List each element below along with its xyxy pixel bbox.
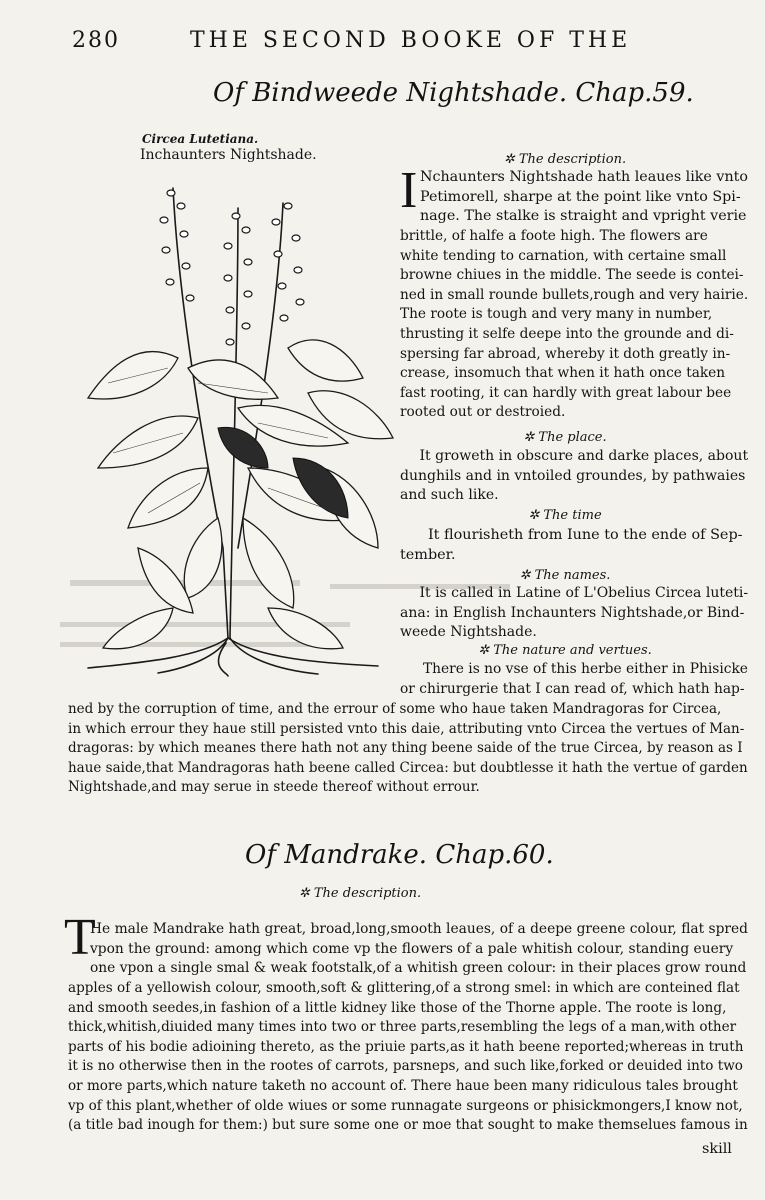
text-line: spersing far abroad, whereby it doth greatly in- — [400, 345, 731, 362]
fleuron-icon: ✲ — [298, 886, 314, 901]
text-line: (a title bad inough for them:) but sure some one or moe that sought to make themselues famous in — [68, 1117, 748, 1134]
text-line: fast rooting, it can hardly with great labour bee — [400, 384, 732, 401]
text-line: nage. The stalke is straight and vpright verie — [420, 208, 747, 225]
text-line: in which errour they haue still persisted vnto this daie, attributing vnto Circea the vertues of Man- — [68, 720, 745, 737]
text-line: parts of his bodie adioining thereto, as the priuie parts,as it hath beene reported;whereas in truth — [68, 1038, 744, 1055]
text-line: one vpon a single smal & weak footstalk,of a whitish green colour: in their places grow round — [90, 960, 747, 977]
ch59-names-head-text: The names. — [534, 568, 611, 583]
ch59-nature-head-text: The nature and vertues. — [493, 643, 652, 658]
ch59-time-text — [400, 526, 743, 565]
plant-woodcut-illustration — [78, 168, 400, 678]
ch59-time-head — [400, 508, 730, 523]
figure-label-english: Inchaunters Nightshade. — [140, 147, 317, 163]
ch59-description-head — [400, 152, 730, 167]
ch60-description-head-text: The description. — [313, 886, 422, 901]
ch59-nature-head — [400, 643, 730, 658]
chapter-59-title: Of Bindweede Nightshade. Chap.59. — [213, 78, 694, 108]
text-line: It groweth in obscure and darke places, about — [419, 448, 749, 464]
ch60-drop-cap: T — [64, 909, 96, 966]
text-line: Petimorell, sharpe at the point like vnto Spi- — [420, 188, 741, 205]
ch59-description-head-text: The description. — [518, 152, 627, 167]
fleuron-icon: ✲ — [523, 430, 539, 445]
figure-label-latin: Circea Lutetiana. — [142, 132, 259, 146]
text-line: thick,whitish,diuided many times into two or three parts,resembling the legs of a man,with other — [68, 1019, 737, 1036]
text-line: He male Mandrake hath great, broad,long,smooth leaues, of a deepe greene colour, flat spred — [90, 921, 749, 937]
ch60-description-head — [240, 886, 480, 901]
text-line: ana: in English Inchaunters Nightshade,or Bind- — [400, 604, 745, 621]
text-line: vp of this plant,whether of olde wiues or some runnagate surgeons or phisickmongers,I know not, — [68, 1097, 743, 1114]
text-line: It is called in Latine of L'Obelius Circea luteti- — [419, 585, 749, 601]
ch59-description-text — [420, 168, 751, 227]
text-line: ned by the corruption of time, and the errour of some who haue taken Mandragoras for Circea, — [68, 701, 722, 717]
text-line: haue saide,that Mandragoras hath beene called Circea: but doubtlesse it hath the vertue of garden — [68, 759, 748, 776]
text-line: dragoras: by which meanes there hath not any thing beene saide of the true Circea, by reason as I — [68, 740, 743, 757]
ch59-nature-text-full — [68, 700, 765, 798]
ch59-names-head — [400, 568, 730, 583]
text-line: vpon the ground: among which come vp the flowers of a pale whitish colour, standing euery — [90, 940, 734, 957]
text-line: ned in small rounde bullets,rough and very hairie. — [400, 286, 749, 303]
chapter-60-title: Of Mandrake. Chap.60. — [245, 840, 554, 870]
ch59-place-text — [400, 447, 757, 506]
text-line: and such like. — [400, 487, 499, 504]
text-line: white tending to carnation, with certaine small — [400, 247, 727, 264]
ch60-description-text-cont — [68, 979, 765, 1136]
text-line: thrusting it selfe deepe into the grounde and di- — [400, 325, 734, 342]
ch60-description-text — [90, 920, 765, 979]
running-head-title: THE SECOND BOOKE OF THE — [190, 28, 632, 53]
ch59-drop-cap: I — [400, 162, 418, 219]
text-line: dunghils and in vntoiled groundes, by pathwaies — [400, 467, 746, 484]
text-line: browne chiues in the middle. The seede is contei- — [400, 267, 744, 284]
text-line: There is no vse of this herbe either in Phisicke — [422, 661, 748, 677]
ch59-place-head — [400, 430, 730, 445]
text-line: or more parts,which nature taketh no account of. There haue been many ridiculous tales brought — [68, 1077, 738, 1094]
catchword: skill — [702, 1141, 732, 1157]
fleuron-icon: ✲ — [503, 152, 519, 167]
ch59-nature-text-right — [400, 660, 764, 699]
ch59-names-text — [400, 584, 758, 643]
text-line: Nchaunters Nightshade hath leaues like vnto — [420, 169, 748, 185]
ch59-time-head-text: The time — [543, 508, 602, 523]
text-line: it is no otherwise then in the rootes of carrots, parsneps, and such like,forked or deuided into two — [68, 1058, 743, 1075]
text-line: rooted out or destroied. — [400, 404, 566, 421]
fleuron-icon: ✲ — [478, 643, 494, 658]
text-line: Nightshade,and may serue in steede thereof without errour. — [68, 779, 480, 796]
text-line: The roote is tough and very many in number, — [400, 306, 713, 323]
text-line: crease, insomuch that when it hath once taken — [400, 365, 726, 382]
text-line: brittle, of halfe a foote high. The flowers are — [400, 228, 708, 244]
text-line: apples of a yellowish colour, smooth,soft & glittering,of a strong smel: in which are conteined flat — [68, 980, 740, 996]
text-line: It flourisheth from Iune to the ende of Sep- — [428, 527, 743, 543]
fleuron-icon: ✲ — [528, 508, 544, 523]
ch59-place-head-text: The place. — [538, 430, 607, 445]
page-number: 280 — [72, 28, 120, 53]
text-line: weede Nightshade. — [400, 624, 537, 641]
ch59-description-text-cont — [400, 227, 765, 423]
fleuron-icon: ✲ — [519, 568, 535, 583]
text-line: and smooth seedes,in fashion of a little kidney like those of the Thorne apple. The roote is long, — [68, 999, 727, 1016]
text-line: or chirurgerie that I can read of, which hath hap- — [400, 680, 745, 697]
text-line: tember. — [400, 546, 456, 563]
